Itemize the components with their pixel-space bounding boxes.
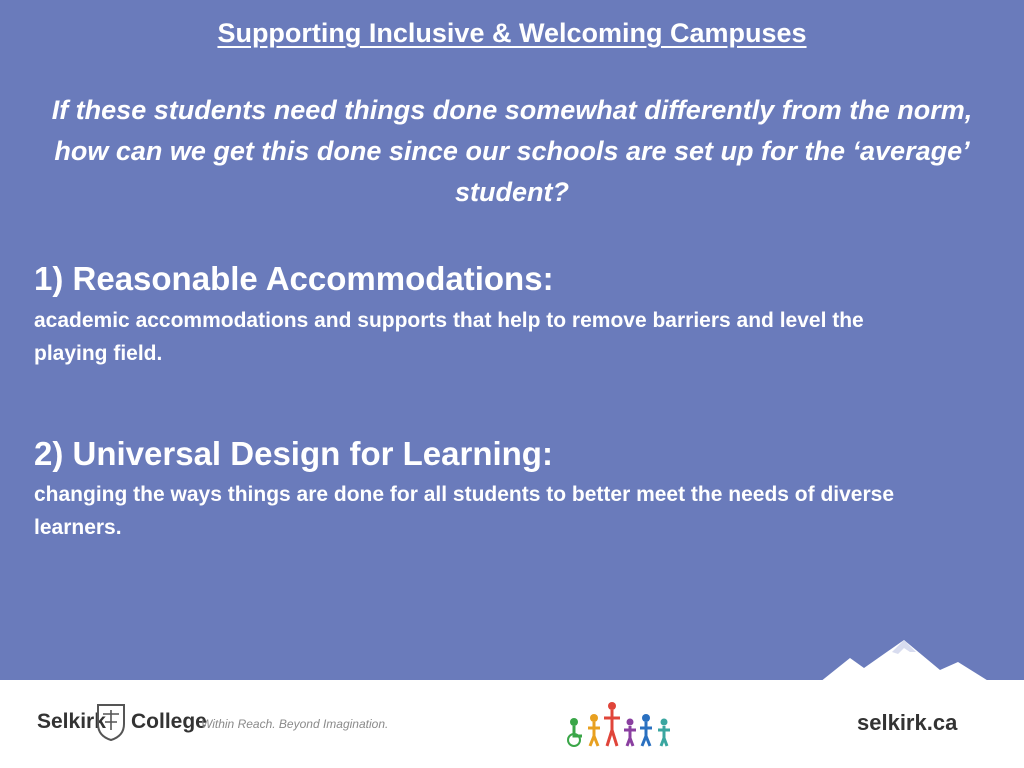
slide-title: Supporting Inclusive & Welcoming Campuses — [217, 18, 807, 48]
logo-selkirk-text: Selkirk — [37, 710, 106, 733]
point-2-description: changing the ways things are done for all students to better meet the needs of diverse learners. — [34, 483, 895, 539]
tagline: Within Reach. Beyond Imagination. — [201, 717, 389, 731]
mountains-graphic — [820, 640, 990, 682]
crest-icon — [95, 702, 127, 742]
diverse-people-icon — [566, 700, 678, 748]
website-url: selkirk.ca — [857, 710, 958, 735]
point-2-heading: 2) Universal Design for Learning: — [34, 435, 553, 472]
logo-college-text: College — [131, 710, 207, 733]
guiding-question: If these students need things done somewhat differently from the norm, how can we get this done since our schools are set up for the ‘average’ student? — [51, 95, 973, 207]
point-1-description: academic accommodations and supports that help to remove barriers and level the playing field. — [34, 309, 864, 365]
point-1-heading: 1) Reasonable Accommodations: — [34, 260, 554, 297]
